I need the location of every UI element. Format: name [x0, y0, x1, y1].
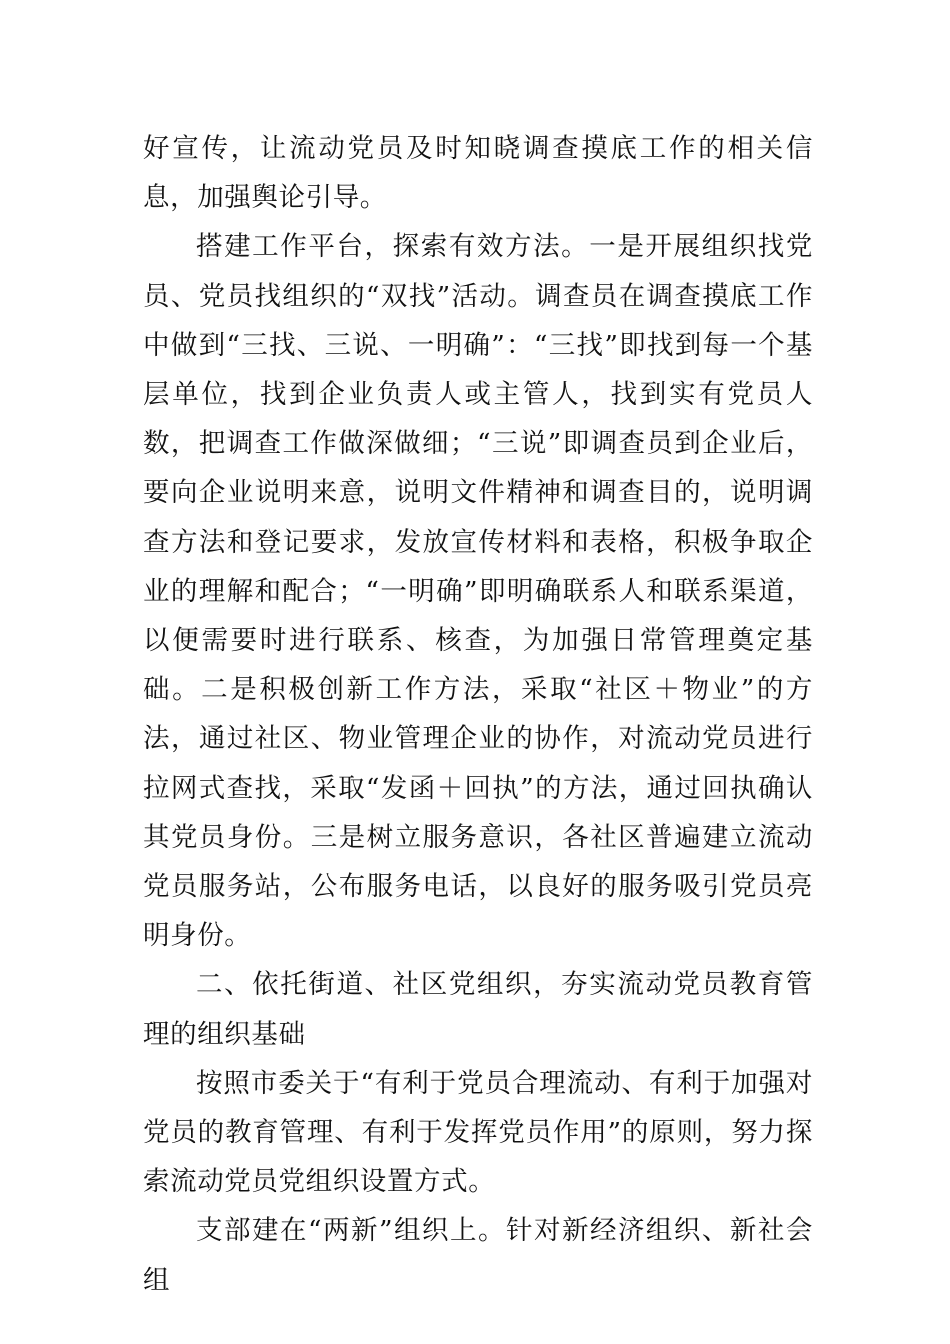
paragraph-municipal-principles: 按照市委关于“有利于党员合理流动、有利于加强对党员的教育管理、有利于发挥党员作用”的原则，努力探索流动党员党组织设置方式。 — [143, 1067, 813, 1198]
section-heading-two: 二、依托街道、社区党组织，夯实流动党员教育管理的组织基础 — [143, 969, 813, 1050]
paragraph-two-new-branches: 支部建在“两新”组织上。针对新经济组织、新社会组 — [143, 1215, 813, 1296]
paragraph-continuation: 好宣传，让流动党员及时知晓调查摸底工作的相关信息，加强舆论引导。 — [143, 133, 813, 214]
document-body — [143, 124, 813, 1305]
paragraph-work-platform: 搭建工作平台，探索有效方法。一是开展组织找党员、党员找组织的“双找”活动。调查员在调查摸底工作中做到“三找、三说、一明确”：“三找”即找到每一个基层单位，找到企业负责人或主管人，找到实有党员人数，把调查工作做深做细；“三说”即调查员到企业后，要向企业说明来意，说明文件精神和调查目的，说明调查方法和登记要求，发放宣传材料和表格，积极争取企业的理解和配合；“一明确”即明确联系人和联系渠道，以便需要时进行联系、核查，为加强日常管理奠定基础。二是积极创新工作方法，采取“社区＋物业”的方法，通过社区、物业管理企业的协作，对流动党员进行拉网式查找，采取“发函＋回执”的方法，通过回执确认其党员身份。三是树立服务意识，各社区普遍建立流动党员服务站，公布服务电话，以良好的服务吸引党员亮明身份。 — [143, 231, 813, 952]
